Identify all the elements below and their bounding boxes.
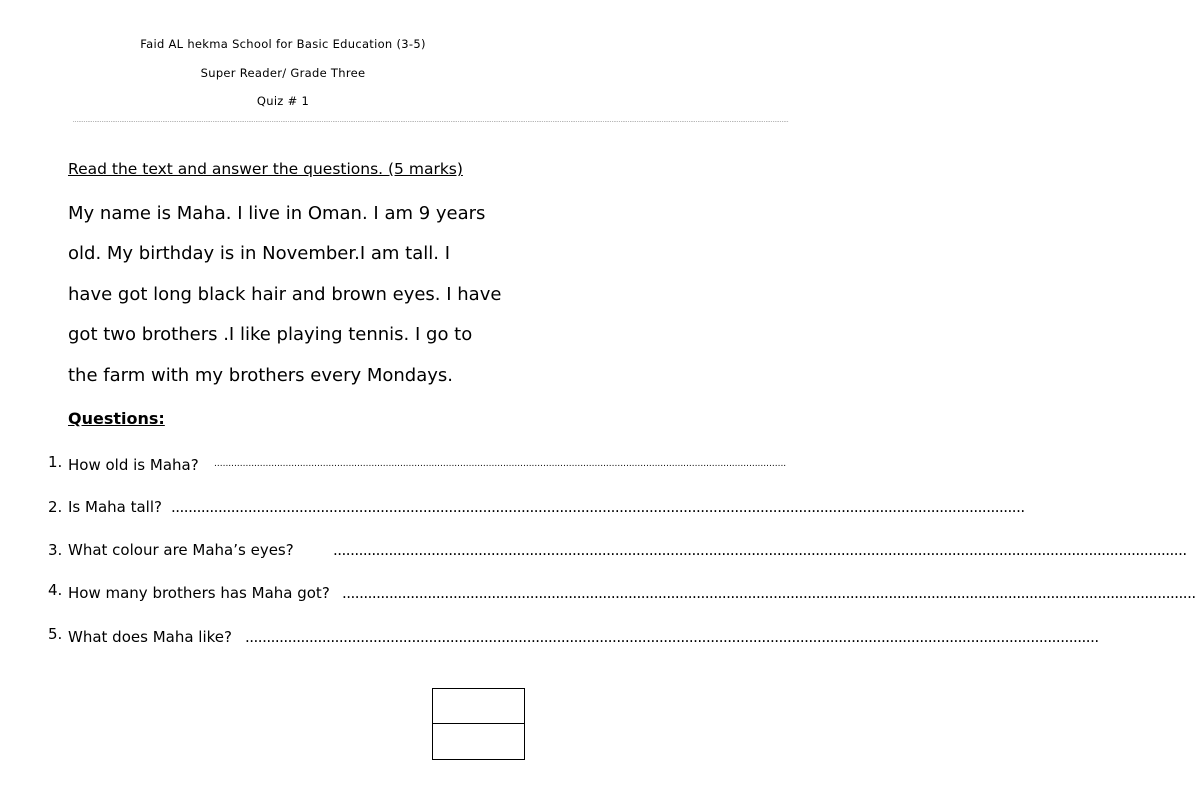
answer-line-3[interactable]: ........................................................................................................................................................................................................ (333, 541, 1187, 559)
passage-line-4: got two brothers .I like playing tennis. I go to (68, 324, 473, 345)
passage-line-2: old. My birthday is in November.I am tall. I (68, 243, 451, 264)
score-box-divider (433, 723, 524, 724)
answer-line-2[interactable]: ........................................................................................................................................................................................................ (171, 498, 1025, 516)
score-box (432, 688, 525, 760)
question-text-3: What colour are Maha’s eyes? (68, 541, 294, 559)
questions-heading: Questions: (68, 409, 165, 428)
answer-line-5[interactable]: ........................................................................................................................................................................................................ (245, 628, 1099, 646)
instruction: Read the text and answer the questions. (5 marks) (68, 160, 463, 178)
separator-rule: ................................................................................................................................................................................................................................................................................................................................................................................................................ (73, 118, 789, 124)
question-number-4: 4. (48, 581, 63, 599)
question-number-5: 5. (48, 625, 63, 643)
question-number-1: 1. (48, 453, 63, 471)
passage-line-5: the farm with my brothers every Mondays. (68, 365, 454, 386)
question-text-1: How old is Maha? (68, 456, 199, 474)
school-name: Faid AL hekma School for Basic Education (3-5) (140, 37, 426, 51)
question-number-2: 2. (48, 498, 63, 516)
grade-title: Super Reader/ Grade Three (200, 66, 366, 80)
answer-line-4[interactable]: ........................................................................................................................................................................................................ (342, 584, 1196, 602)
passage-line-1: My name is Maha. I live in Oman. I am 9 years (68, 203, 486, 224)
question-number-3: 3. (48, 541, 63, 559)
passage-line-3: have got long black hair and brown eyes. I have (68, 284, 502, 305)
question-text-5: What does Maha like? (68, 628, 232, 646)
question-text-4: How many brothers has Maha got? (68, 584, 330, 602)
quiz-number: Quiz # 1 (256, 94, 310, 108)
question-text-2: Is Maha tall? (68, 498, 162, 516)
answer-line-1[interactable]: ........................................................................................................................................................................................................ (214, 459, 787, 469)
